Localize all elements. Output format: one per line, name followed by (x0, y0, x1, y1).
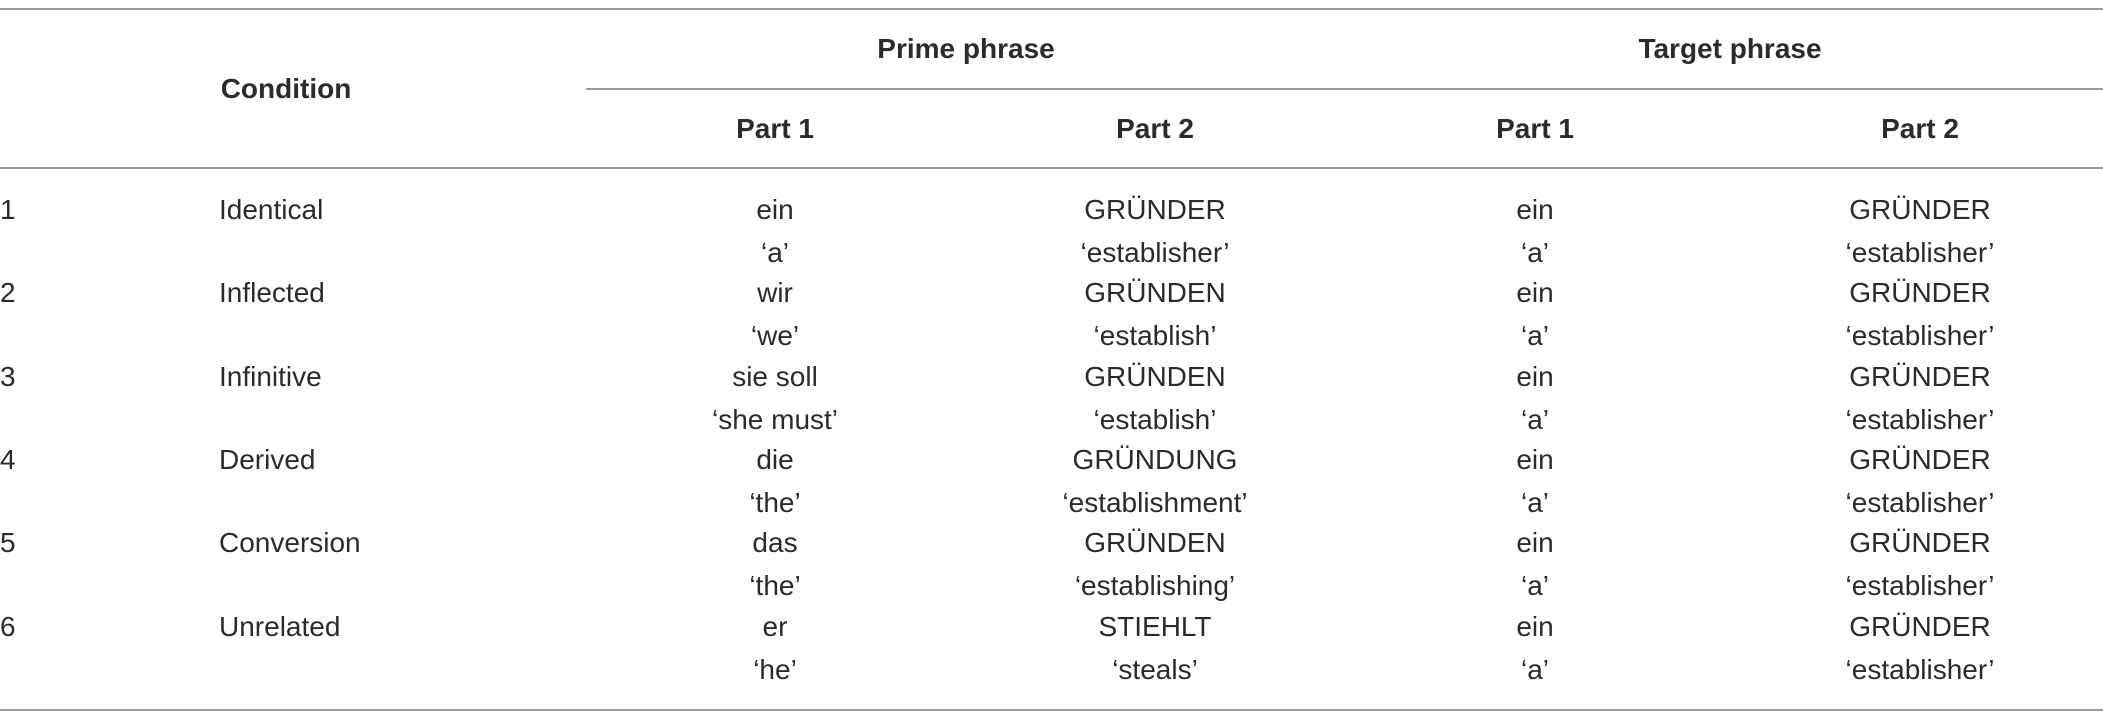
prime-part1: sie soll (732, 361, 818, 392)
table-top-rule (0, 8, 2103, 10)
prime-part1: die (756, 444, 794, 475)
target-part1-gloss: ‘a’ (1520, 487, 1550, 518)
target-part2: GRÜNDER (1849, 527, 1991, 558)
target-part2: GRÜNDER (1849, 194, 1991, 225)
prime-part2: GRÜNDUNG (1072, 444, 1238, 475)
prime-part1: er (762, 611, 788, 642)
prime-part1: ein (756, 194, 794, 225)
target-part2-gloss: ‘establisher’ (1845, 237, 1995, 268)
prime-part2-gloss: ‘establishing’ (1074, 570, 1236, 601)
row-number: 5 (0, 527, 16, 558)
target-part1: ein (1516, 277, 1554, 308)
target-part2-gloss: ‘establisher’ (1845, 570, 1995, 601)
target-part2-gloss: ‘establisher’ (1845, 487, 1995, 518)
row-number: 4 (0, 444, 16, 475)
table-bottom-rule (0, 709, 2103, 711)
target-part2: GRÜNDER (1849, 611, 1991, 642)
prime-part2: GRÜNDEN (1084, 361, 1226, 392)
header-target-phrase: Target phrase (1638, 33, 1822, 64)
row-condition: Identical (219, 194, 324, 225)
target-part2: GRÜNDER (1849, 361, 1991, 392)
prime-part1-gloss: ‘he’ (753, 654, 797, 685)
prime-part2-gloss: ‘establishment’ (1062, 487, 1248, 518)
prime-part2-gloss: ‘establish’ (1093, 320, 1217, 351)
row-condition: Conversion (219, 527, 361, 558)
header-condition: Condition (220, 73, 352, 104)
row-condition: Derived (219, 444, 316, 475)
header-prime-phrase: Prime phrase (877, 33, 1055, 64)
prime-part2: GRÜNDEN (1084, 527, 1226, 558)
header-subrule (586, 88, 2103, 90)
target-part1-gloss: ‘a’ (1520, 320, 1550, 351)
target-part1-gloss: ‘a’ (1520, 237, 1550, 268)
row-condition: Unrelated (219, 611, 341, 642)
header-target-part2: Part 2 (1881, 113, 1959, 144)
prime-part1-gloss: ‘the’ (749, 570, 801, 601)
row-number: 1 (0, 194, 16, 225)
row-number: 3 (0, 361, 16, 392)
prime-part1: wir (757, 277, 793, 308)
target-part2-gloss: ‘establisher’ (1845, 654, 1995, 685)
row-condition: Infinitive (219, 361, 322, 392)
row-number: 6 (0, 611, 16, 642)
target-part1: ein (1516, 194, 1554, 225)
prime-part1-gloss: ‘the’ (749, 487, 801, 518)
prime-part1-gloss: ‘a’ (760, 237, 790, 268)
prime-part2: GRÜNDEN (1084, 277, 1226, 308)
target-part2: GRÜNDER (1849, 277, 1991, 308)
prime-part2: GRÜNDER (1084, 194, 1226, 225)
target-part2: GRÜNDER (1849, 444, 1991, 475)
target-part1: ein (1516, 527, 1554, 558)
target-part2-gloss: ‘establisher’ (1845, 404, 1995, 435)
prime-part1-gloss: ‘she must’ (711, 404, 839, 435)
header-target-part1: Part 1 (1496, 113, 1574, 144)
prime-part2-gloss: ‘steals’ (1112, 654, 1198, 685)
header-prime-part2: Part 2 (1116, 113, 1194, 144)
target-part1-gloss: ‘a’ (1520, 570, 1550, 601)
prime-part1: das (752, 527, 798, 558)
target-part1: ein (1516, 444, 1554, 475)
prime-part1-gloss: ‘we’ (750, 320, 800, 351)
target-part2-gloss: ‘establisher’ (1845, 320, 1995, 351)
prime-part2-gloss: ‘establisher’ (1080, 237, 1230, 268)
header-prime-part1: Part 1 (736, 113, 814, 144)
prime-part2: STIEHLT (1098, 611, 1212, 642)
target-part1-gloss: ‘a’ (1520, 404, 1550, 435)
header-bottom-rule (0, 167, 2103, 169)
row-number: 2 (0, 277, 16, 308)
prime-part2-gloss: ‘establish’ (1093, 404, 1217, 435)
row-condition: Inflected (219, 277, 325, 308)
target-part1-gloss: ‘a’ (1520, 654, 1550, 685)
target-part1: ein (1516, 611, 1554, 642)
target-part1: ein (1516, 361, 1554, 392)
